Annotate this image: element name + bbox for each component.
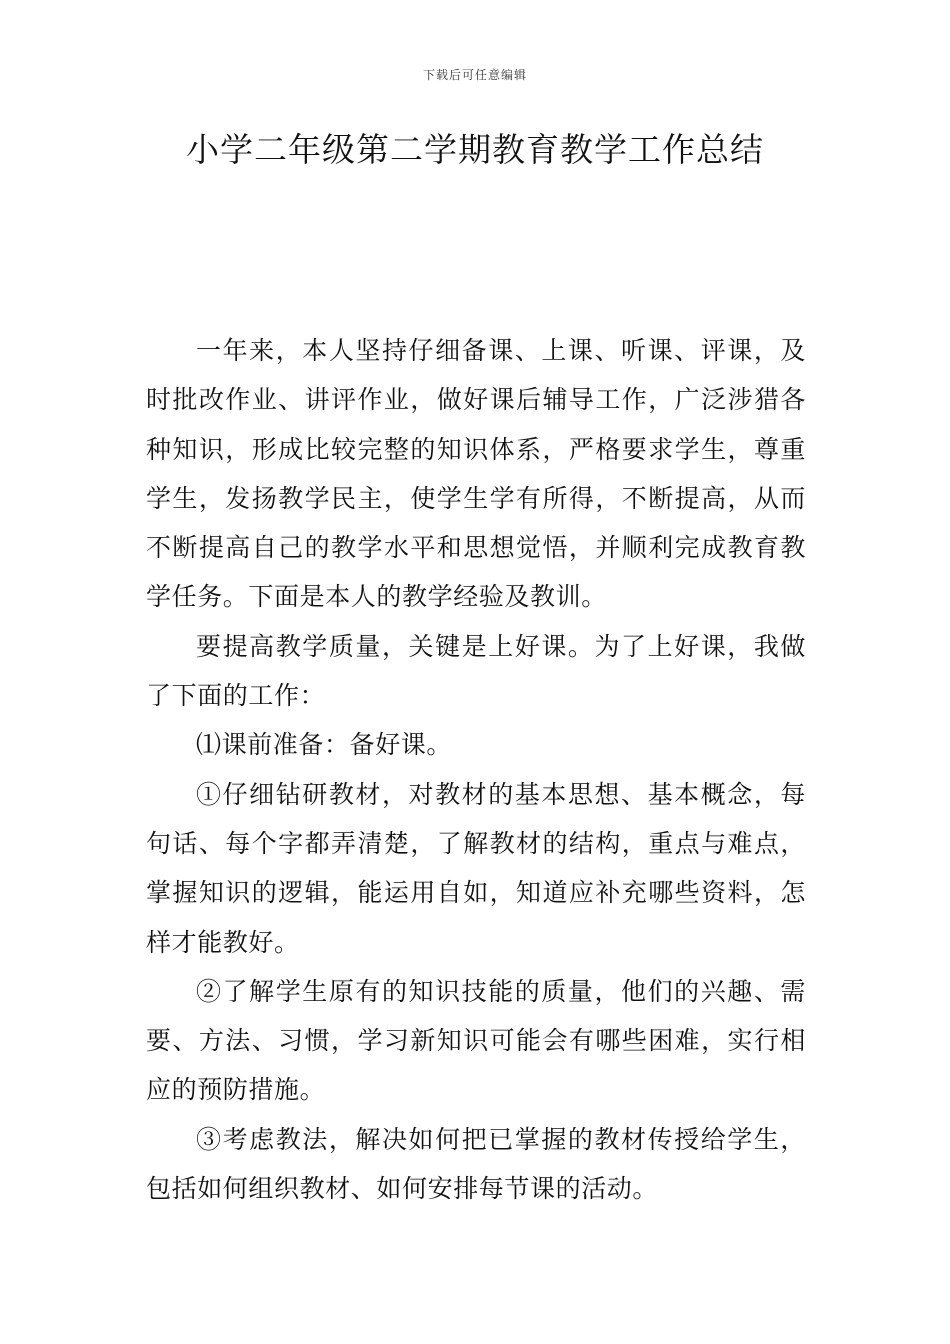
page-header-note: 下载后可任意编辑 [422,68,527,82]
paragraph-key-point: 要提高教学质量，关键是上好课。为了上好课，我做了下面的工作： [146,631,806,711]
paragraph-section-1-heading: ⑴课前准备：备好课。 [196,730,453,760]
paragraph-intro: 一年来，本人坚持仔细备课、上课、听课、评课，及时批改作业、讲评作业，做好课后辅导工作，广泛涉猎各种知识，形成比较完整的知识体系，严格要求学生，尊重学生，发扬教学民主，使学生学有所得，不断提高，从而不断提高自己的教学水平和思想觉悟，并顺利完成教育教学任务。下面是本人的教学经验及教训。 [146,336,806,612]
document-title: 小学二年级第二学期教育教学工作总结 [186,130,764,169]
paragraph-item-2: ②了解学生原有的知识技能的质量，他们的兴趣、需要、方法、习惯，学习新知识可能会有哪些困难，实行相应的预防措施。 [146,976,806,1105]
paragraph-item-1: ①仔细钻研教材，对教材的基本思想、基本概念，每句话、每个字都弄清楚，了解教材的结构，重点与难点，掌握知识的逻辑，能运用自如，知道应补充哪些资料，怎样才能教好。 [146,779,806,957]
document-body [146,326,806,1213]
paragraph-item-3: ③考虑教法，解决如何把已掌握的教材传授给学生，包括如何组织教材、如何安排每节课的活动。 [146,1124,806,1204]
